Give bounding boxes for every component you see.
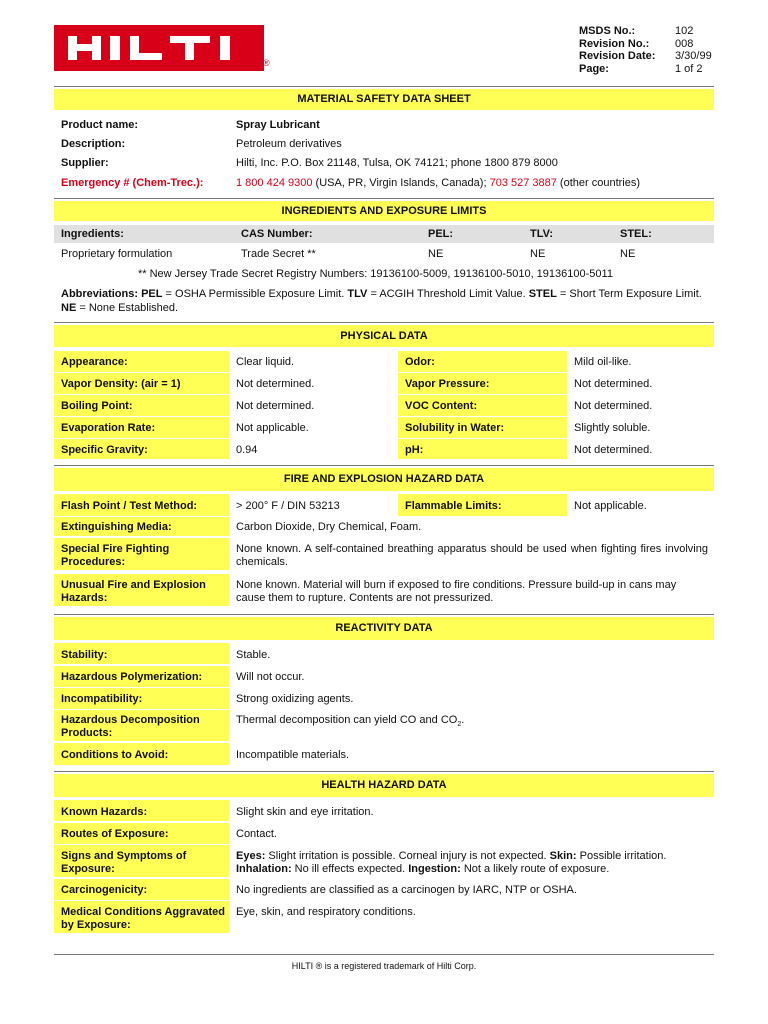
section-title-ingredients: INGREDIENTS AND EXPOSURE LIMITS [54,201,714,221]
field-label: Hazardous Polymerization: [54,666,229,687]
field-value: Contact. [236,828,277,840]
field-value: Strong oxidizing agents. [236,693,354,705]
field-value: Eye, skin, and respiratory conditions. [236,906,416,918]
field-value: > 200° F / DIN 53213 [236,500,340,512]
field-label: Routes of Exposure: [54,823,229,844]
field-label: Extinguishing Media: [54,517,229,536]
description-row: Description: Petroleum derivatives [61,138,342,150]
field-label: Carcinogenicity: [54,879,229,900]
field-label: Odor: [398,351,567,372]
field-label: Vapor Pressure: [398,373,567,394]
field-value: Thermal decomposition can yield CO and $CO_2$. [236,714,465,729]
field-label: Appearance: [54,351,229,372]
divider [54,771,714,772]
field-value: Mild oil-like. [574,356,632,368]
emergency-phone-international: 703 527 3887 [489,177,557,189]
field-label: Flash Point / Test Method: [54,494,229,516]
field-label: Incompatibility: [54,688,229,709]
field-label: Signs and Symptoms of Exposure: [54,845,229,877]
field-value: Incompatible materials. [236,749,350,761]
field-label: Evaporation Rate: [54,417,229,438]
field-value: Not applicable. [236,422,309,434]
divider [54,954,714,955]
field-value: Eyes: Slight irritation is possible. Corneal injury is not expected. Skin: Possible irritation. Inhalation: No ill effects expected. Ingestion: Not a likely route of exposure. [236,850,667,875]
divider [54,322,714,323]
section-title-fire: FIRE AND EXPLOSION HAZARD DATA [54,468,714,491]
field-label: Known Hazards: [54,800,229,821]
field-label: Stability: [54,643,229,664]
field-value: Slight skin and eye irritation. [236,806,374,818]
field-label: Boiling Point: [54,395,229,416]
field-value: Not determined. [574,444,653,456]
emergency-phone-domestic: 1 800 424 9300 [236,177,313,189]
field-label: Specific Gravity: [54,439,229,459]
product-name-row: Product name: Spray Lubricant [61,119,320,131]
field-label: Medical Conditions Aggravated by Exposure: [54,901,229,933]
section-title-physical: PHYSICAL DATA [54,325,714,347]
field-value: 0.94 [236,444,258,456]
field-value: Clear liquid. [236,356,295,368]
ingredients-table-header: Ingredients: CAS Number: PEL: TLV: STEL: [54,225,714,243]
field-value: Not determined. [574,400,653,412]
section-title-reactivity: REACTIVITY DATA [54,617,714,640]
divider [54,465,714,466]
field-value: Not determined. [236,400,315,412]
supplier-row: Supplier: Hilti, Inc. P.O. Box 21148, Tulsa, OK 74121; phone 1800 879 8000 [61,157,558,169]
divider [54,198,714,199]
section-title-health: HEALTH HAZARD DATA [54,774,714,797]
abbreviations: Abbreviations: PEL = OSHA Permissible Exposure Limit. TLV = ACGIH Threshold Limit Value. STEL = Short Term Exposure Limit. NE = None Established. [61,288,702,314]
field-label: Flammable Limits: [398,494,567,516]
trade-secret-note: ** New Jersey Trade Secret Registry Numbers: 19136100-5009, 19136100-5010, 19136100-5011 [138,268,613,280]
field-value: Stable. [236,649,271,661]
divider [54,614,714,615]
field-label: Conditions to Avoid: [54,743,229,765]
field-value: None known. A self-contained breathing apparatus should be used when fighting fires involving chemicals. [236,543,708,568]
field-value: Carbon Dioxide, Dry Chemical, Foam. [236,521,422,533]
footer-trademark: HILTI ® is a registered trademark of Hilti Corp. [291,961,477,971]
field-value: Will not occur. [236,671,305,683]
field-value: No ingredients are classified as a carcinogen by IARC, NTP or OSHA. [236,884,577,896]
field-value: None known. Material will burn if exposed to fire conditions. Pressure build-up in cans may cause them to rupture. Contents are not pressurized. [236,579,677,604]
registered-mark: ® [263,58,270,68]
field-label: Hazardous Decomposition Products: [54,710,229,741]
field-label: Solubility in Water: [398,417,567,438]
divider [54,86,714,87]
field-label: Vapor Density: (air = 1) [54,373,229,394]
field-value: Not determined. [236,378,315,390]
field-label: Unusual Fire and Explosion Hazards: [54,574,229,606]
field-value: Not applicable. [574,500,647,512]
emergency-row: Emergency # (Chem-Trec.): 1 800 424 9300 (USA, PR, Virgin Islands, Canada); 703 527 3887 (other countries) [61,177,641,189]
field-label: pH: [398,439,567,459]
field-value: Not determined. [574,378,653,390]
field-label: VOC Content: [398,395,567,416]
hilti-logo [54,25,264,71]
section-title-msds: MATERIAL SAFETY DATA SHEET [54,89,714,110]
field-value: Slightly soluble. [574,422,651,434]
field-label: Special Fire Fighting Procedures: [54,538,229,570]
document-meta: MSDS No.: 102 Revision No.: 008 Revision Date: 3/30/99 Page: 1 of 2 [579,25,712,75]
table-row: Proprietary formulation Trade Secret ** NE NE NE [61,248,636,260]
